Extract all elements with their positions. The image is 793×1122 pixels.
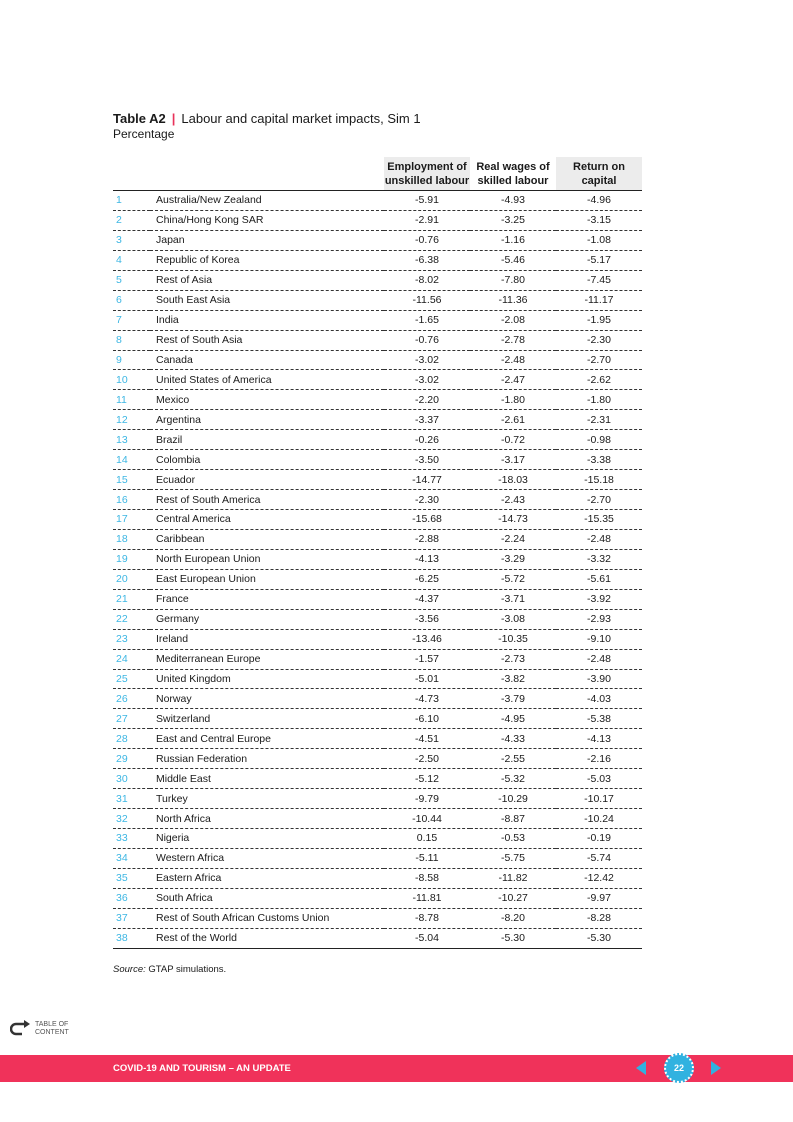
table-row	[113, 649, 642, 669]
return-value: -4.03	[587, 692, 611, 705]
region-name: Argentina	[156, 413, 201, 426]
table-row	[113, 928, 642, 948]
impacts-table	[113, 157, 642, 949]
employment-value: -8.78	[415, 912, 439, 925]
employment-value: -5.91	[415, 194, 439, 207]
table-row	[113, 589, 642, 609]
return-value: -8.28	[587, 912, 611, 925]
employment-value: -2.30	[415, 493, 439, 506]
return-value: -3.15	[587, 214, 611, 227]
return-value: -10.17	[584, 792, 614, 805]
header-blank-num	[113, 157, 150, 191]
table-row	[113, 868, 642, 888]
region-name: Switzerland	[156, 712, 211, 725]
row-number: 18	[116, 533, 128, 546]
wages-value: -3.29	[501, 553, 525, 566]
region-name: Caribbean	[156, 533, 205, 546]
row-number: 8	[116, 334, 122, 347]
wages-value: -18.03	[498, 473, 528, 486]
table-row	[113, 609, 642, 629]
return-value: -11.17	[584, 294, 614, 307]
row-number: 28	[116, 732, 128, 745]
employment-value: -2.88	[415, 533, 439, 546]
wages-value: -2.47	[501, 373, 525, 386]
region-name: Mexico	[156, 393, 190, 406]
table-row	[113, 470, 642, 490]
row-number: 2	[116, 214, 122, 227]
wages-value: -3.25	[501, 214, 525, 227]
source-note	[113, 964, 226, 975]
row-number: 26	[116, 692, 128, 705]
table-row	[113, 629, 642, 649]
table-subtitle: Percentage	[113, 127, 175, 141]
row-number: 33	[116, 832, 128, 845]
wages-value: -11.36	[498, 294, 528, 307]
return-value: -4.13	[587, 732, 611, 745]
row-number: 13	[116, 433, 128, 446]
table-row	[113, 191, 642, 211]
row-number: 23	[116, 633, 128, 646]
return-value: -12.42	[584, 872, 614, 885]
wages-value: -3.08	[501, 613, 525, 626]
table-body	[113, 191, 642, 949]
employment-value: -10.44	[412, 812, 442, 825]
employment-value: -3.50	[415, 453, 439, 466]
return-value: -5.17	[587, 254, 611, 267]
return-value: -0.98	[587, 433, 611, 446]
region-name: North Africa	[156, 812, 211, 825]
return-value: -2.31	[587, 413, 611, 426]
table-row	[113, 390, 642, 410]
return-value: -3.92	[587, 593, 611, 606]
wages-value: -2.24	[501, 533, 525, 546]
return-value: -2.93	[587, 613, 611, 626]
region-name: South Africa	[156, 892, 213, 905]
region-name: Rest of South America	[156, 493, 261, 506]
page-number-badge: 22	[664, 1053, 694, 1083]
next-page-icon[interactable]	[711, 1061, 721, 1075]
return-value: -0.19	[587, 832, 611, 845]
employment-value: -8.02	[415, 274, 439, 287]
wages-value: -2.55	[501, 752, 525, 765]
region-name: Russian Federation	[156, 752, 248, 765]
employment-value: -6.10	[415, 712, 439, 725]
return-value: -5.61	[587, 573, 611, 586]
wages-value: -2.43	[501, 493, 525, 506]
region-name: Australia/New Zealand	[156, 194, 262, 207]
wages-value: -1.80	[501, 393, 525, 406]
region-name: Mediterranean Europe	[156, 653, 261, 666]
table-row	[113, 669, 642, 689]
table-row	[113, 829, 642, 849]
region-name: North European Union	[156, 553, 261, 566]
employment-value: -3.56	[415, 613, 439, 626]
return-value: -3.90	[587, 672, 611, 685]
return-value: -9.97	[587, 892, 611, 905]
return-value: -5.30	[587, 932, 611, 945]
region-name: Western Africa	[156, 852, 225, 865]
region-name: Ecuador	[156, 473, 196, 486]
return-value: -1.95	[587, 314, 611, 327]
region-name: Canada	[156, 353, 193, 366]
return-value: -15.35	[584, 513, 614, 526]
table-row	[113, 410, 642, 430]
row-number: 19	[116, 553, 128, 566]
table-header-row	[113, 157, 642, 191]
toc-line-1: TABLE OF	[35, 1021, 69, 1028]
wages-value: -2.73	[501, 653, 525, 666]
previous-page-icon[interactable]	[636, 1061, 646, 1075]
wages-value: -2.61	[501, 413, 525, 426]
table-row	[113, 210, 642, 230]
region-name: France	[156, 593, 189, 606]
employment-value: -8.58	[415, 872, 439, 885]
region-name: Rest of South Asia	[156, 334, 243, 347]
footer-title: COVID-19 AND TOURISM – AN UPDATE	[113, 1063, 291, 1074]
table-row	[113, 430, 642, 450]
employment-value: -0.76	[415, 234, 439, 247]
header-employment: Employment of unskilled labour	[384, 157, 470, 191]
return-arrow-icon	[10, 1020, 32, 1038]
source-text: GTAP simulations.	[145, 964, 227, 975]
region-name: Norway	[156, 692, 192, 705]
region-name: Rest of the World	[156, 932, 237, 945]
employment-value: -15.68	[412, 513, 442, 526]
table-row	[113, 689, 642, 709]
return-value: -2.30	[587, 334, 611, 347]
region-name: Japan	[156, 234, 185, 247]
row-number: 6	[116, 294, 122, 307]
return-value: -10.24	[584, 812, 614, 825]
wages-value: -3.79	[501, 692, 525, 705]
employment-value: -3.02	[415, 373, 439, 386]
region-name: Colombia	[156, 453, 201, 466]
row-number: 10	[116, 373, 128, 386]
region-name: Republic of Korea	[156, 254, 240, 267]
region-name: Eastern Africa	[156, 872, 222, 885]
header-return: Return on capital	[556, 157, 642, 191]
row-number: 37	[116, 912, 128, 925]
header-blank-region	[150, 157, 384, 191]
employment-value: -0.76	[415, 334, 439, 347]
row-number: 29	[116, 752, 128, 765]
region-name: Middle East	[156, 772, 211, 785]
row-number: 11	[116, 393, 127, 406]
row-number: 27	[116, 712, 128, 725]
return-value: -5.38	[587, 712, 611, 725]
return-value: -4.96	[587, 194, 611, 207]
wages-value: -10.27	[498, 892, 528, 905]
wages-value: -2.08	[501, 314, 525, 327]
row-number: 22	[116, 613, 128, 626]
return-value: -5.03	[587, 772, 611, 785]
table-tag: Table A2	[113, 111, 166, 126]
employment-value: 0.15	[416, 832, 438, 845]
employment-value: -5.12	[415, 772, 439, 785]
row-number: 35	[116, 872, 128, 885]
row-number: 1	[116, 194, 122, 207]
wages-value: -10.35	[498, 633, 528, 646]
employment-value: -4.73	[415, 692, 439, 705]
table-row	[113, 809, 642, 829]
employment-value: -6.25	[415, 573, 439, 586]
wages-value: -8.20	[501, 912, 525, 925]
employment-value: -4.51	[415, 732, 439, 745]
table-caption	[113, 111, 421, 142]
region-name: United Kingdom	[156, 672, 231, 685]
region-name: Ireland	[156, 633, 189, 646]
wages-value: -3.82	[501, 672, 525, 685]
region-name: India	[156, 314, 179, 327]
table-row	[113, 270, 642, 290]
region-name: Central America	[156, 513, 231, 526]
region-name: Turkey	[156, 792, 188, 805]
wages-value: -10.29	[498, 792, 528, 805]
row-number: 9	[116, 353, 122, 366]
wages-value: -0.72	[501, 433, 525, 446]
return-value: -1.80	[587, 393, 611, 406]
employment-value: -11.56	[412, 294, 442, 307]
wages-value: -5.72	[501, 573, 525, 586]
employment-value: -3.02	[415, 353, 439, 366]
return-value: -2.48	[587, 653, 611, 666]
row-number: 14	[116, 453, 128, 466]
table-row	[113, 490, 642, 510]
row-number: 21	[116, 593, 128, 606]
region-name: Germany	[156, 613, 200, 626]
table-row	[113, 908, 642, 928]
table-row	[113, 569, 642, 589]
return-value: -2.70	[587, 493, 611, 506]
table-title-text: Labour and capital market impacts, Sim 1	[181, 111, 421, 126]
row-number: 7	[116, 314, 122, 327]
employment-value: -5.11	[415, 852, 439, 865]
region-name: East European Union	[156, 573, 256, 586]
employment-value: -4.37	[415, 593, 439, 606]
wages-value: -8.87	[501, 812, 525, 825]
toc-line-2: CONTENT	[35, 1029, 69, 1036]
table-row	[113, 549, 642, 569]
source-label: Source:	[113, 964, 146, 975]
region-name: Nigeria	[156, 832, 190, 845]
return-value: -2.16	[587, 752, 611, 765]
row-number: 4	[116, 254, 122, 267]
employment-value: -2.50	[415, 752, 439, 765]
row-number: 30	[116, 772, 128, 785]
wages-value: -3.17	[501, 453, 525, 466]
return-value: -7.45	[587, 274, 611, 287]
return-value: -3.38	[587, 453, 611, 466]
wages-value: -4.33	[501, 732, 525, 745]
wages-value: -2.48	[501, 353, 525, 366]
employment-value: -4.13	[415, 553, 439, 566]
table-row	[113, 230, 642, 250]
wages-value: -0.53	[501, 832, 525, 845]
region-name: China/Hong Kong SAR	[156, 214, 264, 227]
table-row	[113, 729, 642, 749]
table-row	[113, 310, 642, 330]
row-number: 25	[116, 672, 128, 685]
table-row	[113, 250, 642, 270]
region-name: Rest of Asia	[156, 274, 213, 287]
wages-value: -5.75	[501, 852, 525, 865]
wages-value: -11.82	[498, 872, 528, 885]
table-row	[113, 769, 642, 789]
table-row	[113, 350, 642, 370]
row-number: 3	[116, 234, 122, 247]
return-value: -9.10	[587, 633, 611, 646]
wages-value: -5.32	[501, 772, 525, 785]
return-value: -2.48	[587, 533, 611, 546]
employment-value: -1.65	[415, 314, 439, 327]
table-row	[113, 330, 642, 350]
region-name: Rest of South African Customs Union	[156, 912, 330, 925]
row-number: 16	[116, 493, 128, 506]
wages-value: -1.16	[501, 234, 525, 247]
return-value: -15.18	[584, 473, 614, 486]
employment-value: -14.77	[412, 473, 442, 486]
region-name: East and Central Europe	[156, 732, 271, 745]
row-number: 32	[116, 812, 128, 825]
employment-value: -11.81	[412, 892, 442, 905]
employment-value: -1.57	[415, 653, 439, 666]
wages-value: -3.71	[501, 593, 525, 606]
employment-value: -5.04	[415, 932, 439, 945]
employment-value: -9.79	[415, 792, 439, 805]
row-number: 12	[116, 413, 128, 426]
table-row	[113, 370, 642, 390]
return-value: -2.70	[587, 353, 611, 366]
employment-value: -2.91	[415, 214, 439, 227]
employment-value: -6.38	[415, 254, 439, 267]
return-value: -2.62	[587, 373, 611, 386]
employment-value: -2.20	[415, 393, 439, 406]
toc-label	[35, 1021, 69, 1037]
row-number: 24	[116, 653, 128, 666]
wages-value: -5.30	[501, 932, 525, 945]
row-number: 15	[116, 473, 128, 486]
row-number: 20	[116, 573, 128, 586]
employment-value: -5.01	[415, 672, 439, 685]
region-name: South East Asia	[156, 294, 231, 307]
row-number: 38	[116, 932, 128, 945]
table-row	[113, 450, 642, 470]
table-title	[113, 111, 421, 127]
row-number: 31	[116, 792, 128, 805]
row-number: 5	[116, 274, 122, 287]
table-row	[113, 848, 642, 868]
wages-value: -7.80	[501, 274, 525, 287]
return-value: -5.74	[587, 852, 611, 865]
employment-value: -13.46	[412, 633, 442, 646]
row-number: 36	[116, 892, 128, 905]
table-row	[113, 749, 642, 769]
table-row	[113, 510, 642, 530]
region-name: Brazil	[156, 433, 183, 446]
header-wages: Real wages of skilled labour	[476, 161, 550, 187]
wages-value: -5.46	[501, 254, 525, 267]
table-row	[113, 529, 642, 549]
table-row	[113, 888, 642, 908]
return-value: -3.32	[587, 553, 611, 566]
wages-value: -4.93	[501, 194, 525, 207]
wages-value: -4.95	[501, 712, 525, 725]
employment-value: -0.26	[415, 433, 439, 446]
region-name: United States of America	[156, 373, 272, 386]
wages-value: -2.78	[501, 334, 525, 347]
row-number: 17	[116, 513, 128, 526]
table-of-content-link[interactable]	[10, 1020, 69, 1038]
table-row	[113, 789, 642, 809]
row-number: 34	[116, 852, 128, 865]
employment-value: -3.37	[415, 413, 439, 426]
title-separator: |	[171, 111, 176, 126]
table-row	[113, 290, 642, 310]
wages-value: -14.73	[498, 513, 528, 526]
return-value: -1.08	[587, 234, 611, 247]
table-row	[113, 709, 642, 729]
